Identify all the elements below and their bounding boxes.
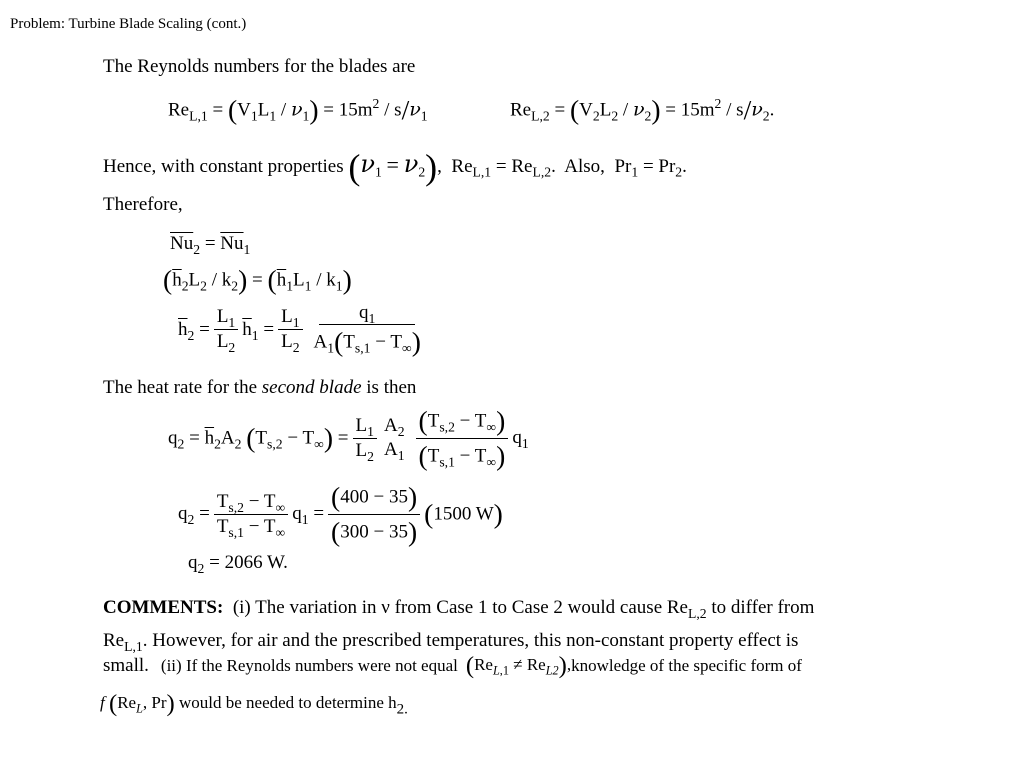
equation-q2-general: $q_2 = \overline{h}_2A_2$ $(T_{s,2} - T_\infty)$ = $\frac{L_1}{L_2}$ $A_2$ $A_1$ $\frac{(T_{s,2} - T_\infty)}{(T_{s,1} - T_\infty)}$ $q_1$: [168, 405, 529, 471]
equation-nusselt: $\overline{Nu}_2 = \overline{Nu}_1$: [170, 233, 251, 257]
t-inf-value-a: 35: [388, 486, 408, 508]
equation-h-ratio: $(\overline{h}_2L_2 / k_2) = (\overline{h}_1L_1 / k_1)$: [163, 264, 352, 295]
intro-text: The Reynolds numbers for the blades are: [103, 56, 416, 77]
heat-rate-line: [103, 377, 416, 399]
comments-line2-text: . However, for air and the prescribed temperatures, this non-constant property effect is: [142, 630, 799, 651]
comments-line-1: COMMENTS: (i) The variation in ν from Case 1 to Case 2 would cause $Re_{L,2}$ to differ from: [103, 597, 815, 621]
comments-line4-text: would be needed to determine h: [179, 693, 397, 713]
comments-line1-text: (i) The variation in ν from Case 1 to Case 2 would cause Re: [232, 597, 688, 618]
comments-line-4: f ($Re_L$, Pr) would be needed to determine $h_{2.}$: [100, 690, 408, 718]
comments-ii-text: (ii) If the Reynolds numbers were not equal: [160, 656, 458, 675]
hence-line: Hence, with constant properties $(\nu_1 = \nu_2)$, $Re_{L,1} = Re_{L,2}$. Also, $Pr_1 = Pr_2$.: [103, 147, 687, 187]
also-text: Also,: [564, 155, 605, 177]
re-l1-value: 15m: [338, 99, 373, 121]
comments-line-3: small. (ii) If the Reynolds numbers were not equal $(Re_{L,1} \ne Re_{L2})$, knowledge of the specific form of: [103, 652, 802, 679]
heat-rate-text-b: is then: [366, 377, 417, 398]
equation-re-l2: $Re_{L,2} = (V_2L_2 / \nu_2) = 15m^2 / s/\nu_2$.: [510, 94, 775, 125]
therefore-text: Therefore,: [103, 194, 183, 215]
comments-line-2: $Re_{L,1}$. However, for air and the prescribed temperatures, this non-constant property effect is: [103, 630, 799, 654]
equation-re-l1: $Re_{L,1} = (V_1L_1 / \nu_1) = 15m^2 / s/\nu_1$: [168, 94, 428, 125]
comments-label: COMMENTS:: [103, 597, 224, 618]
comments-specific-form-text: knowledge of the specific form of: [571, 656, 802, 675]
equation-q2-result: $q_2 = 2066$ W.: [188, 552, 288, 576]
heat-rate-text-a: The heat rate for the: [103, 377, 258, 398]
page-header: Problem: Turbine Blade Scaling (cont.): [10, 16, 247, 32]
comments-line1-text-b: to differ from: [711, 597, 815, 618]
hence-text: Hence, with constant properties: [103, 155, 344, 177]
equation-h2: $\overline{h}_2$ = $\frac{L_1}{L_2}$ $\overline{h}_1$ = $\frac{L_1}{L_2}$ $\frac{q_1}{A_1(T_{s,1} - T_\infty)}$: [178, 302, 421, 357]
heat-rate-text-em: second blade: [261, 377, 362, 398]
t-s2-value: 400: [340, 486, 369, 508]
t-s1-value: 300: [340, 521, 369, 543]
equation-q2-numeric: $q_2$ = $\frac{T_{s,2} - T_\infty}{T_{s,1} - T_\infty}$ $q_1$ = $\frac{(400 - 35)}{(300 - 35)}$ (1500 W): [178, 481, 503, 547]
q1-value: 1500 W: [433, 503, 494, 525]
t-inf-value-b: 35: [388, 521, 408, 543]
comments-small-text: small.: [103, 655, 149, 676]
re-l2-value: 15m: [680, 99, 715, 121]
q2-result-value: 2066 W.: [224, 552, 288, 573]
